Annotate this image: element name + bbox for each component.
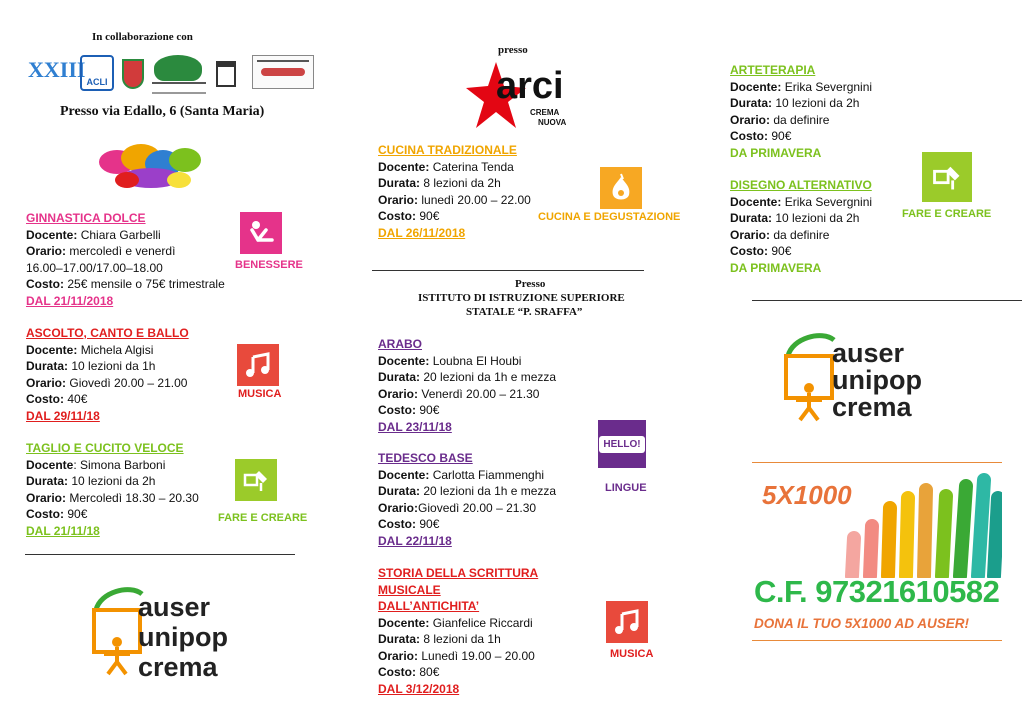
arci-logo (466, 60, 576, 132)
docente-label: Docente: (730, 194, 782, 209)
address: Presso via Edallo, 6 (Santa Maria) (60, 104, 265, 119)
course-date: DAL 3/12/2018 (378, 681, 460, 696)
durata-label: Durata: (26, 474, 69, 488)
course-date: DAL 26/11/2018 (378, 225, 466, 240)
docente-value: Gianfelice Riccardi (432, 615, 533, 630)
course-date: DAL 22/11/18 (378, 533, 452, 548)
orario-label: Orario: (378, 500, 419, 515)
docente-label: Docente (26, 457, 74, 472)
auser-logo (90, 584, 250, 680)
musica-label: MUSICA (238, 388, 282, 400)
lingue-label: LINGUE (605, 482, 647, 494)
costo-label: Costo: (378, 403, 416, 417)
auser-logo-line2: unipop (138, 622, 228, 652)
durata-value: 10 lezioni da 2h (775, 96, 860, 110)
costo-label: Costo: (26, 507, 64, 521)
course-title: TAGLIO E CUCITO VELOCE (26, 441, 184, 455)
course-arteterapia (730, 62, 900, 161)
costo-label: Costo: (26, 277, 64, 291)
costo-label: Costo: (730, 129, 768, 143)
orario-value: Giovedì 20.00 – 21.30 (418, 500, 537, 515)
docente-label: Docente: (378, 353, 430, 368)
docente-label: Docente: (730, 79, 782, 94)
promo-top-rule (752, 462, 1002, 463)
orario-label: Orario: (26, 490, 67, 505)
course-ginnastica-dolce (26, 210, 241, 309)
musica-label-2: MUSICA (610, 648, 654, 660)
provincia-cremona-logo (154, 55, 202, 81)
docente-value: Michela Algisi (80, 342, 154, 357)
auser-logo-line3: crema (832, 392, 912, 422)
docente-label: Docente: (26, 227, 78, 242)
costo-value: 90€ (419, 209, 440, 223)
arci-sub-nuova: NUOVA (538, 118, 567, 127)
institute-name: ISTITUTO DI ISTRUZIONE SUPERIORE (418, 292, 625, 304)
docente-value: Caterina Tenda (432, 159, 514, 174)
docente-value: Erika Severgnini (784, 79, 873, 94)
durata-value: 8 lezioni da 2h (423, 176, 501, 190)
durata-value: 10 lezioni da 1h (71, 359, 156, 373)
auser-logo-line1: auser (138, 592, 211, 622)
course-title: ASCOLTO, CANTO E BALLO (26, 326, 189, 340)
orario-value: Giovedì 20.00 – 21.00 (69, 375, 188, 390)
course-title: ARABO (378, 337, 422, 351)
costo-label: Costo: (378, 665, 416, 679)
acli-logo: ACLI (80, 55, 114, 91)
orario-label: Orario: (26, 375, 67, 390)
durata-label: Durata: (730, 211, 773, 225)
auser-logo-line3: crema (138, 652, 218, 682)
orario-label: Orario: (378, 386, 419, 401)
orario-label: Orario: (378, 648, 419, 663)
durata-value: 10 lezioni da 2h (775, 211, 860, 225)
course-date: DAL 29/11/18 (26, 408, 100, 423)
docente-value: : Simona Barboni (73, 457, 166, 472)
presso-label: presso (498, 44, 528, 56)
fare-creare-label: FARE E CREARE (218, 512, 308, 524)
fare-creare-icon (922, 152, 972, 202)
course-cucina-tradizionale (378, 142, 578, 241)
docente-value: Carlotta Fiammenghi (432, 467, 545, 482)
costo-label: Costo: (378, 209, 416, 223)
promo-headline: 5X1000 (762, 480, 852, 510)
course-title: STORIA DELLA SCRITTURA MUSICALE (378, 566, 539, 597)
docente-value: Erika Severgnini (784, 194, 873, 209)
durata-label: Durata: (378, 632, 421, 646)
course-storia-scrittura-musicale (378, 565, 598, 697)
course-title-2: DALL’ANTICHITA’ (378, 599, 480, 613)
costo-value: 80€ (419, 665, 440, 679)
presso-label-2: Presso (515, 278, 546, 290)
course-tedesco-base (378, 450, 588, 549)
course-title: TEDESCO BASE (378, 451, 473, 465)
institute-name-2: STATALE “P. SRAFFA” (466, 306, 583, 318)
costo-value: 90€ (771, 244, 792, 258)
costo-value: 40€ (67, 392, 88, 406)
arci-sub-crema: CREMA (530, 108, 560, 117)
cucina-degustazione-label: CUCINA E DEGUSTAZIONE (538, 211, 681, 223)
partner-logos (28, 55, 318, 95)
costo-value: 90€ (771, 129, 792, 143)
course-date: DAL 23/11/18 (378, 419, 452, 434)
course-title: GINNASTICA DOLCE (26, 211, 146, 225)
divider (25, 554, 295, 555)
fare-creare-icon (235, 459, 277, 501)
costo-value: 90€ (419, 403, 440, 417)
course-date: DAL 21/11/2018 (26, 293, 114, 308)
orario-value: mercoledì e venerdì (69, 244, 176, 258)
lingue-hello-icon (598, 420, 646, 468)
durata-label: Durata: (730, 96, 773, 110)
promo-5x1000 (752, 462, 1002, 642)
orario-value: lunedì 20.00 – 22.00 (421, 192, 531, 207)
orario-label: Orario: (26, 244, 67, 258)
docente-label: Docente: (378, 467, 430, 482)
hello-bubble: HELLO! (599, 436, 644, 453)
costo-value: 90€ (67, 507, 88, 521)
durata-value: 20 lezioni da 1h e mezza (423, 370, 557, 384)
divider (372, 270, 644, 271)
orario-value: da definire (773, 112, 830, 127)
benessere-icon (240, 212, 282, 254)
costo-label: Costo: (730, 244, 768, 258)
provincia-cremona-caption (152, 82, 206, 94)
promo-bottom-rule (752, 640, 1002, 641)
course-date: DA PRIMAVERA (730, 145, 822, 160)
docente-label: Docente: (378, 615, 430, 630)
orario-value: Venerdì 20.00 – 21.30 (421, 386, 540, 401)
docente-label: Docente: (26, 342, 78, 357)
docente-label: Docente: (378, 159, 430, 174)
auser-logo (782, 330, 942, 426)
raised-hands-icon (842, 468, 1002, 578)
course-date: DA PRIMAVERA (730, 260, 822, 275)
orario-label: Orario: (730, 112, 771, 127)
course-date: DAL 21/11/18 (26, 523, 100, 538)
costo-value: 90€ (419, 517, 440, 531)
colorful-banner-logo (97, 138, 205, 194)
costo-value: 25€ mensile o 75€ trimestrale (67, 277, 225, 291)
course-arabo (378, 336, 588, 435)
music-note-icon (237, 344, 279, 386)
durata-label: Durata: (378, 484, 421, 498)
promo-codice-fiscale: C.F. 97321610582 (754, 574, 1000, 609)
benessere-label: BENESSERE (235, 259, 303, 271)
orario-value: da definire (773, 227, 830, 242)
orario-value: Mercoledì 18.30 – 20.30 (69, 490, 199, 505)
course-disegno-alternativo (730, 177, 900, 276)
fare-creare-label: FARE E CREARE (902, 208, 992, 220)
orario-label: Orario: (378, 192, 419, 207)
auser-logo-line1: auser (832, 338, 905, 368)
collab-title: In collaborazione con (92, 31, 193, 43)
music-note-icon (606, 601, 648, 643)
course-title: CUCINA TRADIZIONALE (378, 143, 517, 157)
course-ascolto-canto-ballo (26, 325, 241, 424)
costo-label: Costo: (378, 517, 416, 531)
orario-value-2: 16.00–17.00/17.00–18.00 (26, 260, 163, 275)
building-logo (216, 61, 236, 87)
durata-label: Durata: (26, 359, 69, 373)
docente-value: Loubna El Houbi (432, 353, 522, 368)
costo-label: Costo: (26, 392, 64, 406)
course-title: ARTETERAPIA (730, 63, 816, 77)
promo-tagline: DONA IL TUO 5X1000 AD AUSER! (754, 616, 970, 631)
course-title: DISEGNO ALTERNATIVO (730, 178, 872, 192)
durata-value: 20 lezioni da 1h e mezza (423, 484, 557, 498)
xxiii-logo: XXIII (28, 57, 86, 82)
arci-wordmark: arci (496, 65, 564, 107)
orario-value: Lunedì 19.00 – 20.00 (421, 648, 535, 663)
la-bottega-logo (252, 55, 314, 89)
durata-value: 10 lezioni da 2h (71, 474, 156, 488)
cucina-pear-icon (600, 167, 642, 209)
durata-label: Durata: (378, 176, 421, 190)
crest-logo (122, 59, 144, 89)
course-taglio-cucito (26, 440, 241, 539)
divider (752, 300, 1022, 301)
orario-label: Orario: (730, 227, 771, 242)
docente-value: Chiara Garbelli (80, 227, 161, 242)
auser-logo-line2: unipop (832, 365, 922, 395)
durata-value: 8 lezioni da 1h (423, 632, 501, 646)
durata-label: Durata: (378, 370, 421, 384)
